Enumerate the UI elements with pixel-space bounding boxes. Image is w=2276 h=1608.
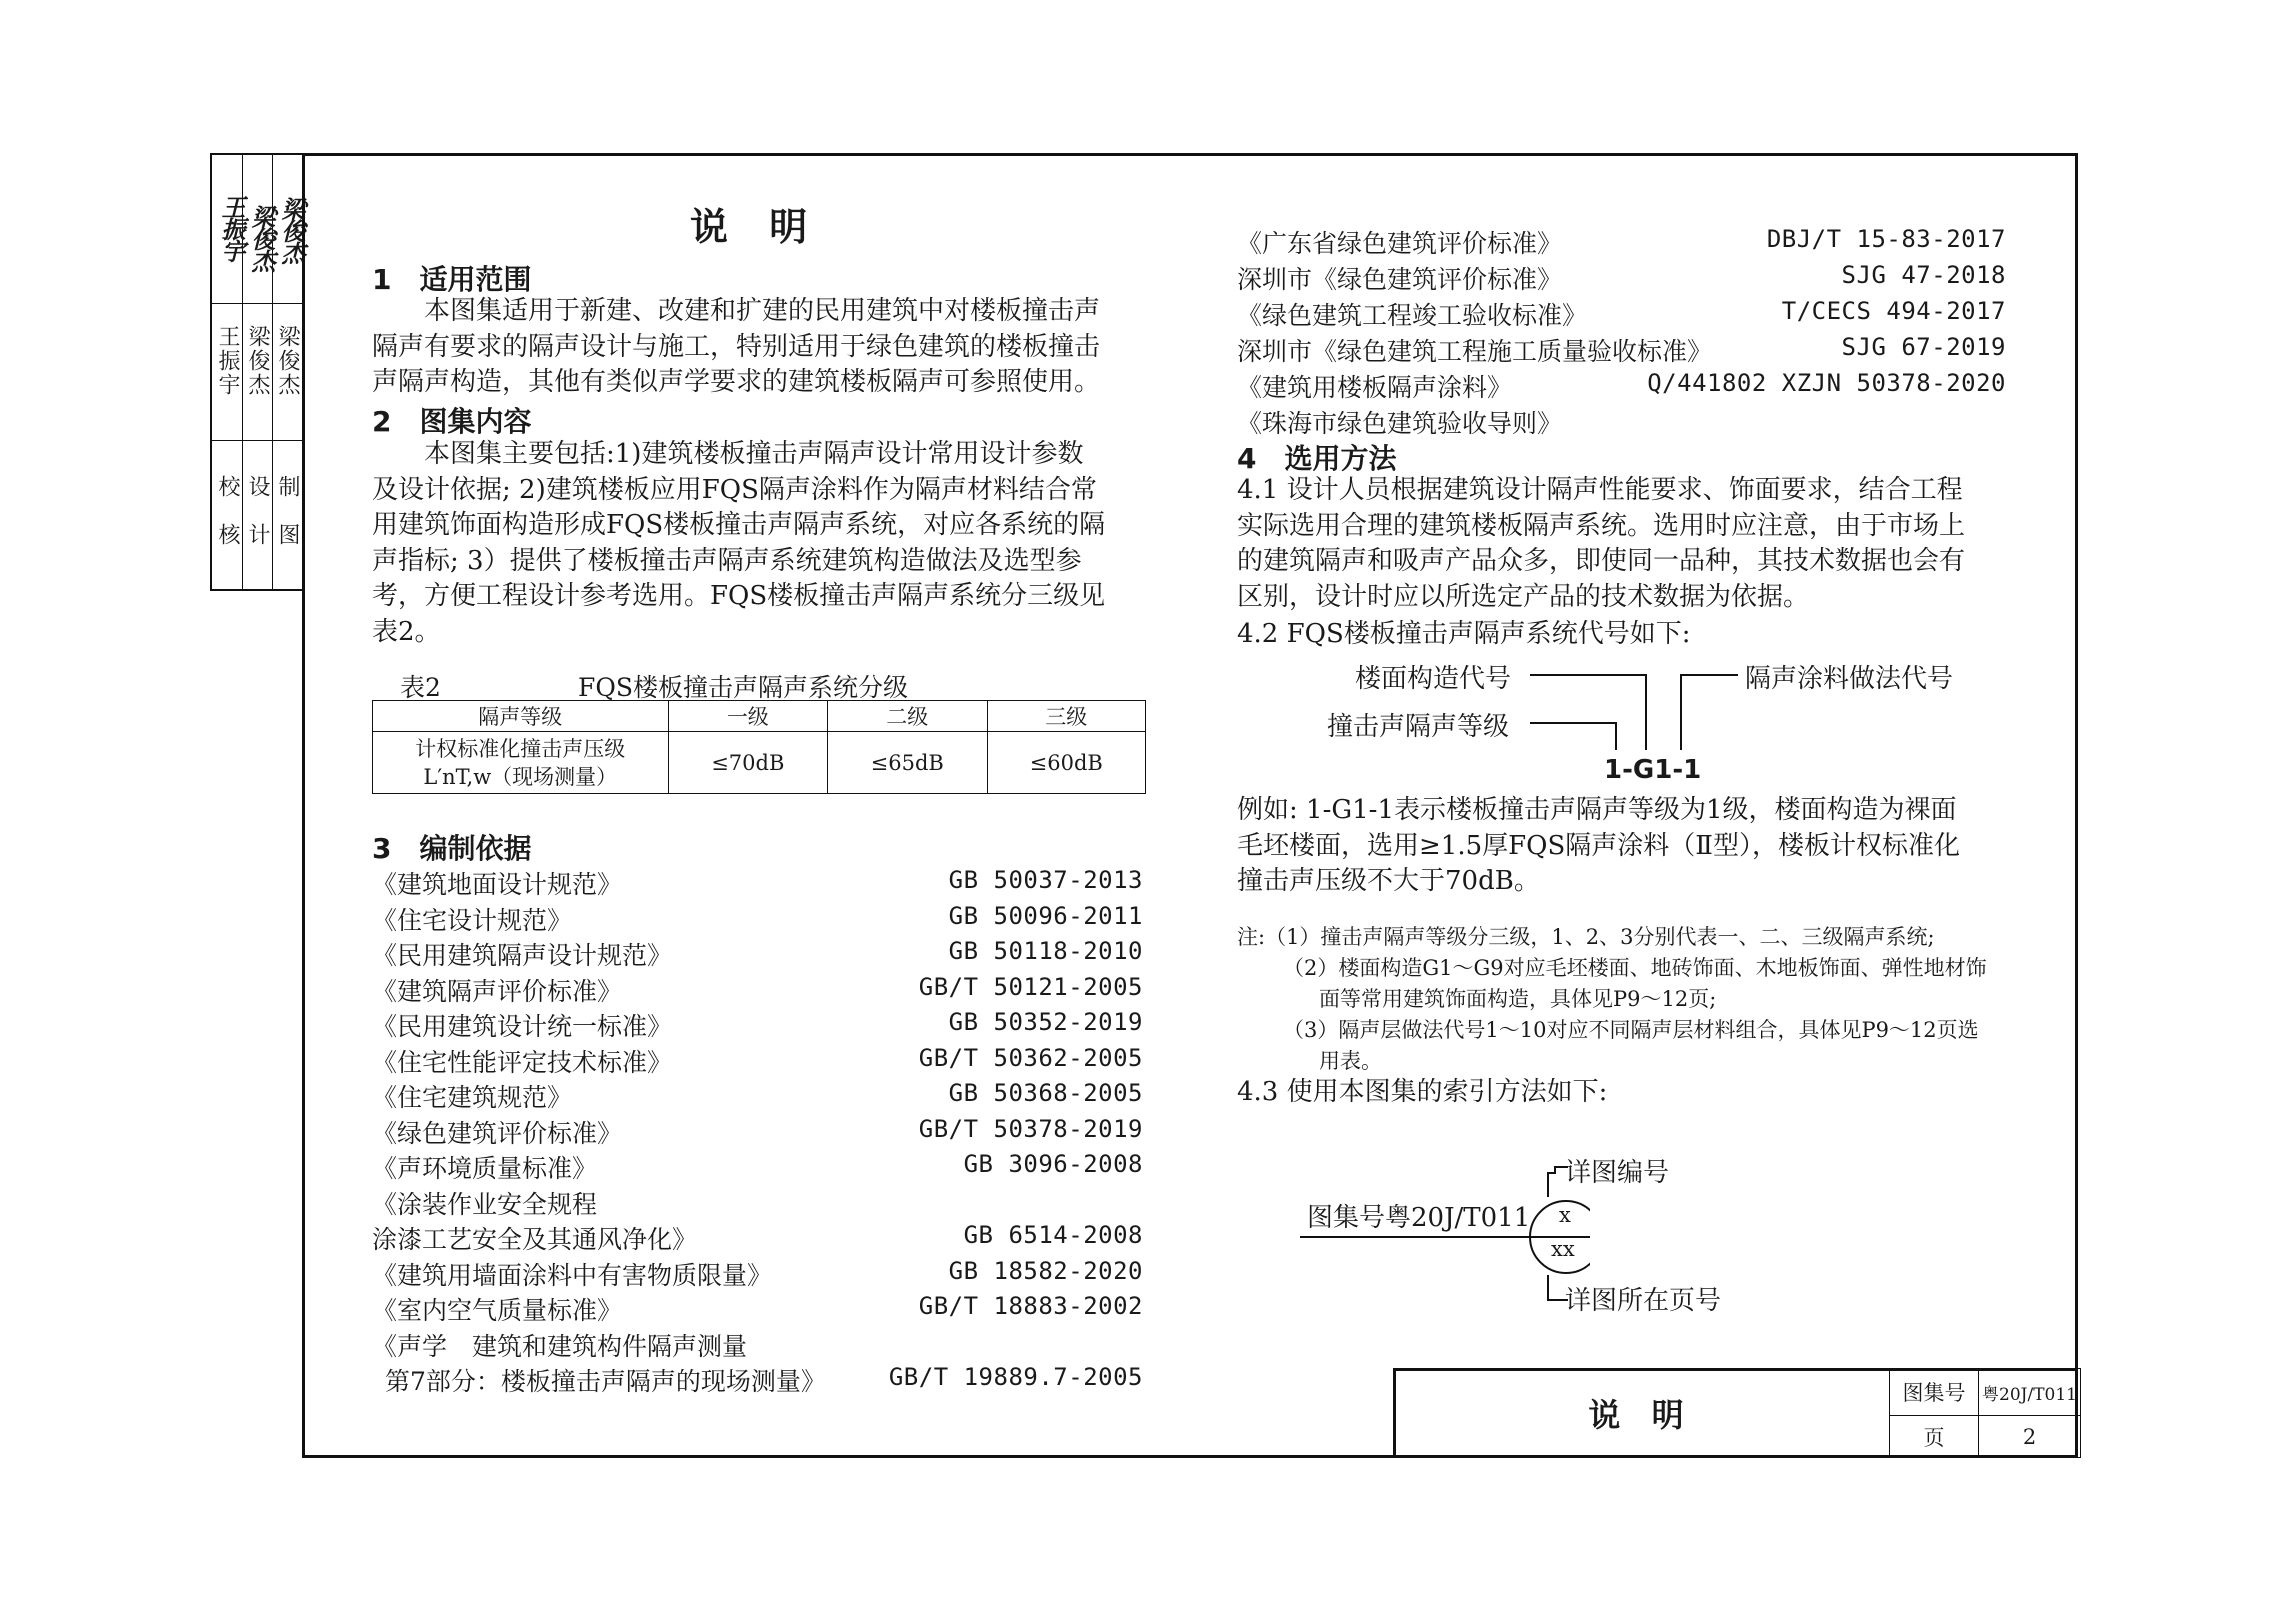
section-2-line: 声指标; 3）提供了楼板撞击声隔声系统建筑构造做法及选型参 [372,545,1082,576]
table-row [373,732,1146,794]
reference-code: GB/T 19889.7-2005 [888,1363,1143,1391]
section-2-line: 考，方便工程设计参考选用。FQS楼板撞击声隔声系统分三级见 [372,581,1106,611]
table-header-row [373,701,1146,732]
section-4-1-line: 实际选用合理的建筑楼板隔声系统。选用时应注意，由于市场上 [1237,510,1966,541]
title-block-atlas-label: 图集号 [1889,1368,1979,1416]
section-1-line: 声隔声构造，其他有类似声学要求的建筑楼板隔声可参照使用。 [372,367,1101,397]
note-line: 面等常用建筑饰面构造，具体见P9～12页; [1319,987,1717,1011]
name-design: 梁俊杰 [245,325,270,397]
name-check: 王振宇 [215,325,240,397]
role-draw: 制 图 [275,475,300,547]
example-code: 1-G1-1 [1604,755,1702,785]
note-line: 用表。 [1319,1049,1382,1073]
table-header: 三级 [987,701,1145,732]
detail-page-label: 详图所在页号 [1565,1286,1722,1316]
section-2-line: 表2。 [372,616,441,647]
section-2-line: 及设计依据; 2)建筑楼板应用FQS隔声涂料作为隔声材料结合常 [372,474,1097,505]
table-row-label [373,732,669,794]
detail-number-label: 详图编号 [1565,1158,1670,1188]
note-line: （2）楼面构造G1～G9对应毛坯楼面、地砖饰面、木地板饰面、弹性地材饰 [1283,956,1987,980]
notes [1237,922,1987,1077]
reference-code: GB 50352-2019 [948,1008,1143,1036]
reference-name: 《涂装作业安全规程 [372,1189,598,1219]
reference-code: GB 50118-2010 [948,937,1143,965]
reference-name: 涂漆工艺安全及其通风净化》 [372,1225,698,1254]
section-4-1-line: 的建筑隔声和吸声产品众多，即使同一品种，其技术数据也会有 [1237,546,1966,576]
reference-name: 《建筑用楼板隔声涂料》 [1237,373,1513,402]
reference-code: T/CECS 494-2017 [1781,297,2006,325]
section-4-2-text: 4.2 FQS楼板撞击声隔声系统代号如下: [1237,619,1691,649]
example-text [1237,793,1960,900]
table-2-label: 表2 [400,673,441,702]
section-4-1-line: 4.1 设计人员根据建筑设计隔声性能要求、饰面要求，结合工程 [1237,475,1963,505]
table-header: 二级 [828,701,987,732]
atlas-number-label: 图集号粤20J/T011 [1307,1203,1531,1233]
section-1-line: 本图集适用于新建、改建和扩建的民用建筑中对楼板撞击声 [424,296,1101,326]
floor-code-label: 楼面构造代号 [1355,664,1512,694]
reference-code: GB/T 50121-2005 [918,972,1143,1001]
section-4-heading: 4 选用方法 [1237,442,1397,475]
example-line: 撞击声压级不大于70dB。 [1237,866,1540,896]
approval-stamp-box [210,153,306,591]
section-4-1-line: 区别，设计时应以所选定产品的技术数据为依据。 [1237,581,1810,612]
reference-name: 《住宅设计规范》 [372,905,573,935]
section-2-line: 用建筑饰面构造形成FQS楼板撞击声隔声系统，对应各系统的隔 [372,510,1106,540]
index-bottom-value: xx [1551,1237,1575,1261]
reference-code: GB/T 18883-2002 [918,1292,1143,1320]
reference-name: 深圳市《绿色建筑评价标准》 [1237,265,1563,294]
signature-draw: 梁俊杰 [277,197,306,263]
reference-name: 《民用建筑设计统一标准》 [372,1012,673,1041]
reference-name: 《建筑隔声评价标准》 [372,976,623,1006]
example-line: 毛坯楼面，选用≥1.5厚FQS隔声涂料（Ⅱ型），楼板计权标准化 [1237,830,1960,861]
reference-name: 《民用建筑隔声设计规范》 [372,941,673,970]
role-check: 校 核 [215,475,240,547]
reference-code: GB 3096-2008 [963,1150,1143,1178]
reference-code: SJG 47-2018 [1841,261,2006,289]
reference-name: 第7部分：楼板撞击声隔声的现场测量》 [385,1367,826,1396]
grade-table [372,700,1146,794]
reference-name: 深圳市《绿色建筑工程施工质量验收标准》 [1237,337,1713,366]
index-circle-graphic [1290,1145,1590,1320]
reference-name: 《声学 建筑和建筑构件隔声测量 [372,1331,748,1361]
reference-name: 《住宅性能评定技术标准》 [372,1047,673,1077]
coating-code-label: 隔声涂料做法代号 [1745,664,1954,694]
title-block-page-value: 2 [1978,1415,2081,1458]
role-design: 设 计 [245,475,270,547]
reference-name: 《广东省绿色建筑评价标准》 [1237,229,1563,258]
reference-name: 《建筑地面设计规范》 [372,870,623,899]
table-cell: ≤70dB [668,732,827,794]
note-line: （3）隔声层做法代号1～10对应不同隔声层材料组合，具体见P9～12页选 [1283,1018,1979,1042]
signature-check: 王振宇 [217,195,246,261]
reference-name: 《建筑用墙面涂料中有害物质限量》 [372,1260,773,1290]
section-1-body [372,294,1100,401]
reference-code: Q/441802 XZJN 50378-2020 [1647,369,2006,397]
table-header: 隔声等级 [373,701,669,732]
page-title: 说 明 [690,205,822,249]
reference-code: DBJ/T 15-83-2017 [1766,225,2006,253]
section-4-3-text: 4.3 使用本图集的索引方法如下: [1237,1077,1608,1107]
reference-code: GB 6514-2008 [963,1221,1143,1249]
reference-name: 《绿色建筑工程竣工验收标准》 [1237,301,1588,330]
section-2-body [372,437,1105,650]
table-2-caption: FQS楼板撞击声隔声系统分级 [578,673,908,702]
grade-code-label: 撞击声隔声等级 [1327,712,1510,742]
section-2-heading: 2 图集内容 [372,405,532,438]
row-label-line: L′nT,w（现场测量） [423,764,618,789]
reference-code: GB 50368-2005 [948,1079,1143,1107]
row-label-line: 计权标准化撞击声压级 [415,736,626,761]
section-2-line: 本图集主要包括:1)建筑楼板撞击声隔声设计常用设计参数 [424,439,1084,469]
title-block-page-label: 页 [1889,1415,1979,1458]
reference-code: GB 50037-2013 [948,866,1143,894]
table-cell: ≤65dB [828,732,987,794]
reference-code: GB 18582-2020 [948,1256,1143,1285]
section-1-line: 隔声有要求的隔声设计与施工，特别适用于绿色建筑的楼板撞击 [372,331,1101,362]
section-1-heading: 1 适用范围 [372,263,532,296]
section-4-1-body [1237,473,1965,615]
title-block [1393,1368,2078,1458]
reference-name: 《绿色建筑评价标准》 [372,1118,623,1148]
section-3-heading: 3 编制依据 [372,832,532,865]
reference-name: 《住宅建筑规范》 [372,1083,573,1112]
example-line: 例如: 1-G1-1表示楼板撞击声隔声等级为1级，楼面构造为裸面 [1237,795,1957,825]
reference-name: 《声环境质量标准》 [372,1154,598,1183]
note-line: 注:（1）撞击声隔声等级分三级，1、2、3分别代表一、二、三级隔声系统; [1237,925,1935,949]
table-header: 一级 [668,701,827,732]
reference-code: GB/T 50362-2005 [918,1043,1143,1072]
name-draw: 梁俊杰 [275,325,300,397]
title-block-name: 说 明 [1588,1396,1694,1434]
signature-design: 梁俊杰 [247,205,276,271]
title-block-atlas-value: 粤20J/T011 [1978,1368,2081,1416]
reference-code: GB/T 50378-2019 [918,1114,1143,1143]
reference-name: 《室内空气质量标准》 [372,1296,623,1325]
reference-code: GB 50096-2011 [948,901,1143,930]
reference-code: SJG 67-2019 [1841,333,2006,361]
reference-name: 《珠海市绿色建筑验收导则》 [1237,409,1563,438]
title-block-name-cell [1393,1368,1889,1458]
table-cell: ≤60dB [987,732,1145,794]
index-top-value: x [1559,1203,1571,1227]
